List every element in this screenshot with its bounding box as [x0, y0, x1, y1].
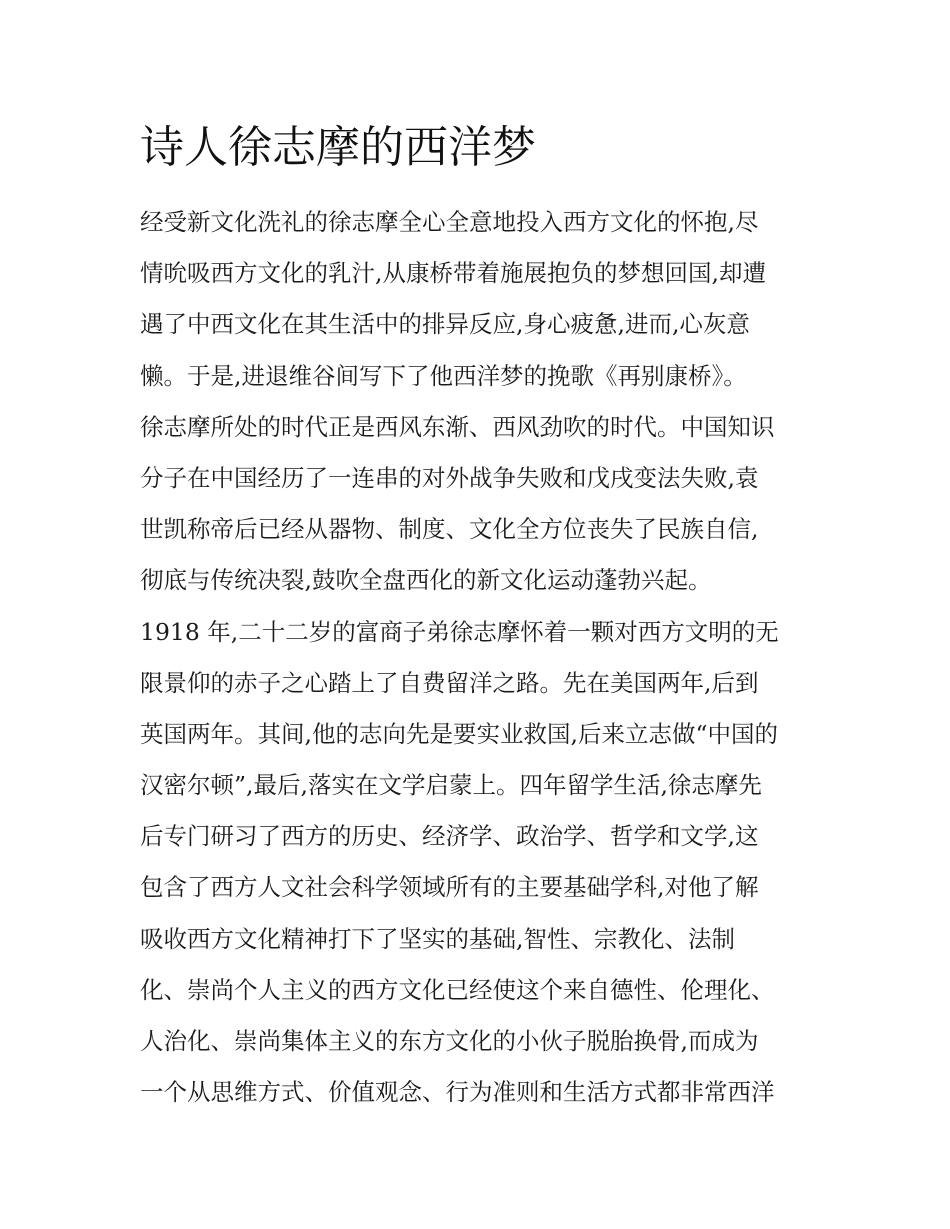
text-line: 徐志摩所处的时代正是西风东渐、西风劲吹的时代。中国知识	[140, 412, 775, 441]
text-line: 彻底与传统决裂,鼓吹全盘西化的新文化运动蓬勃兴起。	[140, 566, 712, 595]
text-line: 后专门研习了西方的历史、经济学、政治学、哲学和文学,这	[140, 822, 759, 851]
text-line: 分子在中国经历了一连串的对外战争失败和戊戌变法失败,袁	[140, 463, 759, 492]
text-line: 限景仰的赤子之心踏上了自费留洋之路。先在美国两年,后到	[140, 668, 759, 697]
text-line: 经受新文化洗礼的徐志摩全心全意地投入西方文化的怀抱,尽	[140, 208, 759, 236]
document-title: 诗人徐志摩的西洋梦	[140, 122, 536, 173]
text-line: 英国两年。其间,他的志向先是要实业救国,后来立志做“中国的	[140, 719, 778, 748]
text-line: 遇了中西文化在其生活中的排异反应,身心疲惫,进而,心灰意	[140, 310, 750, 339]
text-line: 包含了西方人文社会科学领域所有的主要基础学科,对他了解	[140, 873, 759, 902]
text-line: 吸收西方文化精神打下了坚实的基础,智性、宗教化、法制	[140, 924, 735, 953]
text-line: 化、崇尚个人主义的西方文化已经使这个来自德性、伦理化、	[140, 975, 775, 1004]
text-line: 1918 年,二十二岁的富商子弟徐志摩怀着一颗对西方文明的无	[140, 617, 779, 646]
document-body	[140, 197, 830, 1118]
text-line: 汉密尔顿”,最后,落实在文学启蒙上。四年留学生活,徐志摩先	[140, 771, 762, 800]
text-line: 情吮吸西方文化的乳汁,从康桥带着施展抱负的梦想回国,却遭	[140, 259, 766, 288]
text-line: 世凯称帝后已经从器物、制度、文化全方位丧失了民族自信,	[140, 515, 759, 544]
text-line: 懒。于是,进退维谷间写下了他西洋梦的挽歌《再别康桥》。	[140, 361, 747, 390]
text-line: 一个从思维方式、价值观念、行为准则和生活方式都非常西洋	[140, 1078, 775, 1107]
text-line: 人治化、崇尚集体主义的东方文化的小伙子脱胎换骨,而成为	[140, 1027, 759, 1055]
